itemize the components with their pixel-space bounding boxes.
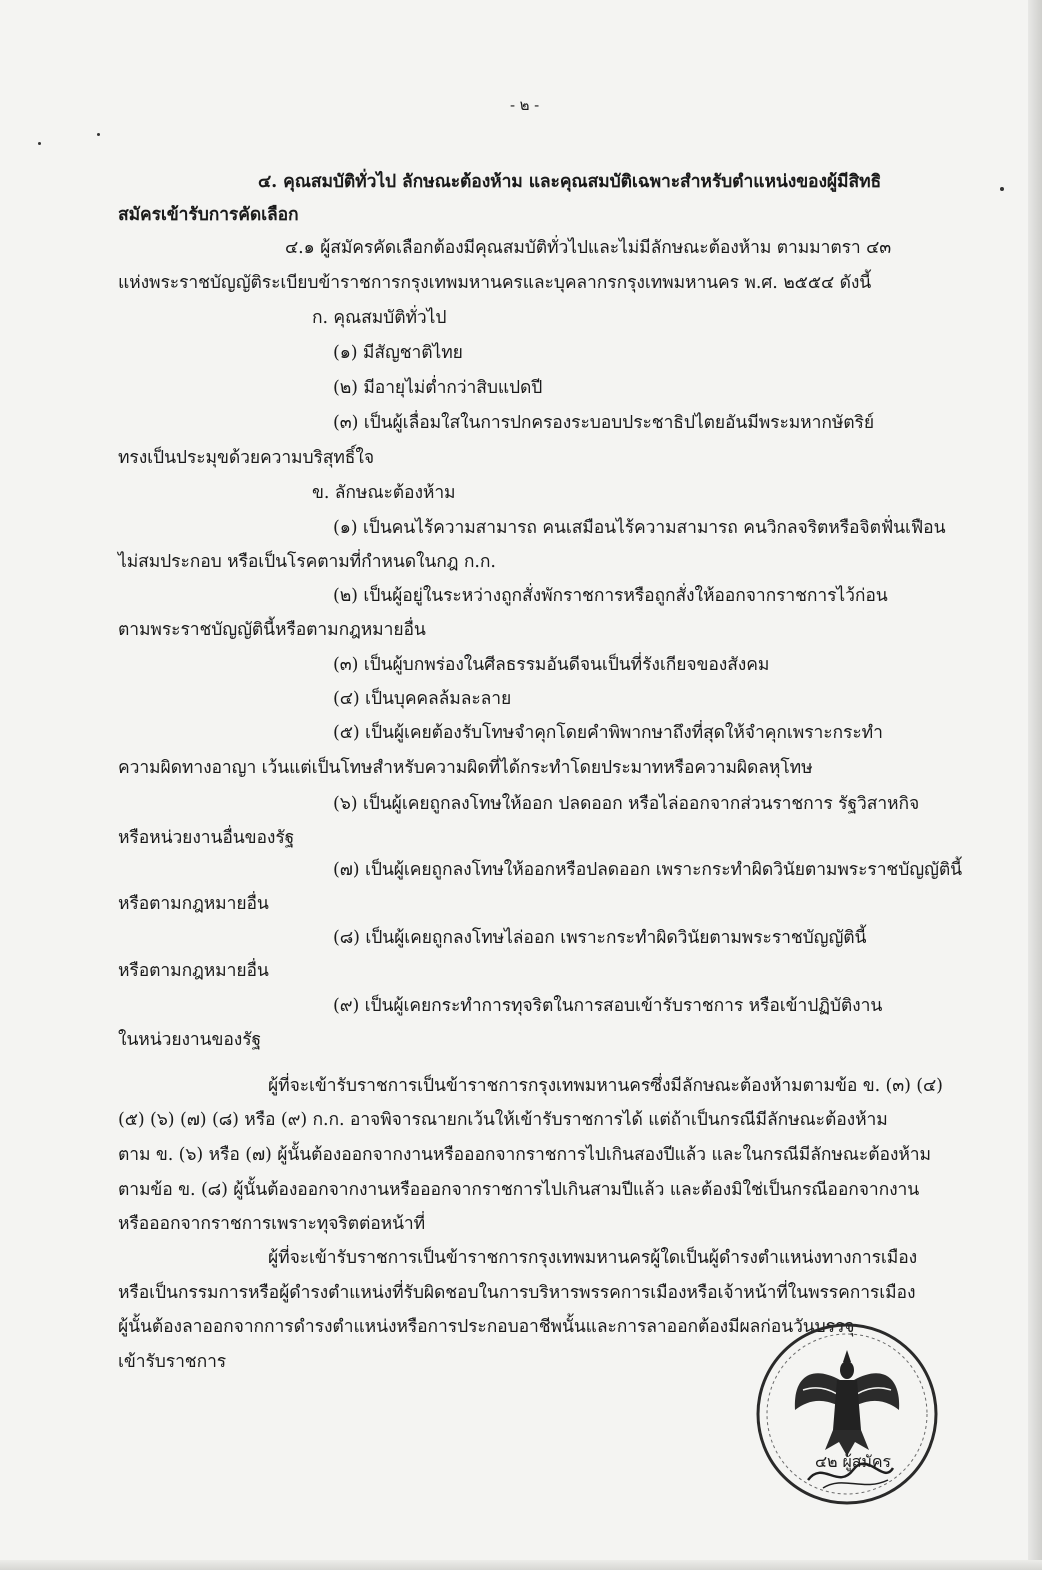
prohibited-item-9: (๙) เป็นผู้เคยกระทำการทุจริตในการสอบเข้ารับราชการ หรือเข้าปฏิบัติงาน xyxy=(333,996,883,1016)
exemption-paragraph-line2: (๕) (๖) (๗) (๘) หรือ (๙) ก.ก. อาจพิจารณายกเว้นให้เข้ารับราชการได้ แต่ถ้าเป็นกรณีมีลักษณะต้องห้าม xyxy=(118,1110,888,1130)
prohibited-item-6-cont: หรือหน่วยงานอื่นของรัฐ xyxy=(118,828,295,848)
prohibited-item-7-cont: หรือตามกฎหมายอื่น xyxy=(118,894,269,914)
section-heading-cont: สมัครเข้ารับการคัดเลือก xyxy=(118,205,299,225)
prohibited-item-1-cont: ไม่สมประกอบ หรือเป็นโรคตามที่กำหนดในกฎ ก.ก. xyxy=(118,552,496,572)
scan-speck xyxy=(1000,187,1004,191)
political-paragraph-line3: ผู้นั้นต้องลาออกจากการดำรงตำแหน่งหรือการประกอบอาชีพนั้นและการลาออกต้องมีผลก่อนวันบรรจุ xyxy=(118,1317,855,1337)
seal-annotation: ๔๒ ผู้สมัคร xyxy=(815,1452,891,1471)
prohibited-title: ข. ลักษณะต้องห้าม xyxy=(312,483,456,503)
exemption-paragraph-line3: ตาม ข. (๖) หรือ (๗) ผู้นั้นต้องออกจากงานหรือออกจากราชการไปเกินสองปีแล้ว และในกรณีมีลักษณะต้องห้าม xyxy=(118,1145,931,1165)
prohibited-item-4: (๔) เป็นบุคคลล้มละลาย xyxy=(333,689,512,709)
general-item-1: (๑) มีสัญชาติไทย xyxy=(333,343,463,363)
prohibited-item-8-cont: หรือตามกฎหมายอื่น xyxy=(118,961,269,981)
exemption-paragraph: ผู้ที่จะเข้ารับราชการเป็นข้าราชการกรุงเทพมหานครซึ่งมีลักษณะต้องห้ามตามข้อ ข. (๓) (๔) xyxy=(268,1076,943,1096)
prohibited-item-6: (๖) เป็นผู้เคยถูกลงโทษให้ออก ปลดออก หรือไล่ออกจากส่วนราชการ รัฐวิสาหกิจ xyxy=(333,794,920,814)
garuda-seal-icon xyxy=(753,1320,941,1508)
paragraph-4-1: ๔.๑ ผู้สมัครคัดเลือกต้องมีคุณสมบัติทั่วไปและไม่มีลักษณะต้องห้าม ตามมาตรา ๔๓ xyxy=(285,238,892,258)
scan-speck xyxy=(97,133,100,136)
political-paragraph: ผู้ที่จะเข้ารับราชการเป็นข้าราชการกรุงเทพมหานครผู้ใดเป็นผู้ดำรงตำแหน่งทางการเมือง xyxy=(268,1248,918,1268)
section-heading: ๔. คุณสมบัติทั่วไป ลักษณะต้องห้าม และคุณสมบัติเฉพาะสำหรับตำแหน่งของผู้มีสิทธิ xyxy=(258,172,882,192)
general-item-3: (๓) เป็นผู้เลื่อมใสในการปกครองระบอบประชาธิปไตยอันมีพระมหากษัตริย์ xyxy=(333,413,874,433)
prohibited-item-2: (๒) เป็นผู้อยู่ในระหว่างถูกสั่งพักราชการหรือถูกสั่งให้ออกจากราชการไว้ก่อน xyxy=(333,586,888,606)
prohibited-item-7: (๗) เป็นผู้เคยถูกลงโทษให้ออกหรือปลดออก เพราะกระทำผิดวินัยตามพระราชบัญญัตินี้ xyxy=(333,860,962,880)
general-item-2: (๒) มีอายุไม่ต่ำกว่าสิบแปดปี xyxy=(333,378,543,398)
general-qualifications-title: ก. คุณสมบัติทั่วไป xyxy=(312,308,447,328)
prohibited-item-5: (๕) เป็นผู้เคยต้องรับโทษจำคุกโดยคำพิพากษาถึงที่สุดให้จำคุกเพราะกระทำ xyxy=(333,723,883,743)
prohibited-item-8: (๘) เป็นผู้เคยถูกลงโทษไล่ออก เพราะกระทำผิดวินัยตามพระราชบัญญัตินี้ xyxy=(333,928,867,948)
political-paragraph-line2: หรือเป็นกรรมการหรือผู้ดำรงตำแหน่งที่รับผิดชอบในการบริหารพรรคการเมืองหรือเจ้าหน้าที่ในพรรคการเมือง xyxy=(118,1283,916,1303)
exemption-paragraph-line5: หรือออกจากราชการเพราะทุจริตต่อหน้าที่ xyxy=(118,1214,426,1234)
scan-edge-right xyxy=(1028,0,1042,1570)
prohibited-item-3: (๓) เป็นผู้บกพร่องในศีลธรรมอันดีจนเป็นที่รังเกียจของสังคม xyxy=(333,655,770,675)
prohibited-item-9-cont: ในหน่วยงานของรัฐ xyxy=(118,1030,262,1050)
paragraph-4-1-cont: แห่งพระราชบัญญัติระเบียบข้าราชการกรุงเทพมหานครและบุคลากรกรุงเทพมหานคร พ.ศ. ๒๕๕๔ ดังนี้ xyxy=(118,273,872,293)
scan-edge-bottom xyxy=(0,1560,1042,1570)
scan-speck xyxy=(38,142,41,145)
prohibited-item-5-cont: ความผิดทางอาญา เว้นแต่เป็นโทษสำหรับความผิดที่ได้กระทำโดยประมาทหรือความผิดลหุโทษ xyxy=(118,758,813,778)
general-item-3-cont: ทรงเป็นประมุขด้วยความบริสุทธิ์ใจ xyxy=(118,448,374,468)
page-number: - ๒ - xyxy=(510,96,540,114)
exemption-paragraph-line4: ตามข้อ ข. (๘) ผู้นั้นต้องออกจากงานหรือออกจากราชการไปเกินสามปีแล้ว และต้องมิใช่เป็นกรณีออกจากงาน xyxy=(118,1180,920,1200)
prohibited-item-2-cont: ตามพระราชบัญญัตินี้หรือตามกฎหมายอื่น xyxy=(118,620,426,640)
political-paragraph-line4: เข้ารับราชการ xyxy=(118,1352,227,1372)
prohibited-item-1: (๑) เป็นคนไร้ความสามารถ คนเสมือนไร้ความสามารถ คนวิกลจริตหรือจิตฟั่นเฟือน xyxy=(333,518,946,538)
